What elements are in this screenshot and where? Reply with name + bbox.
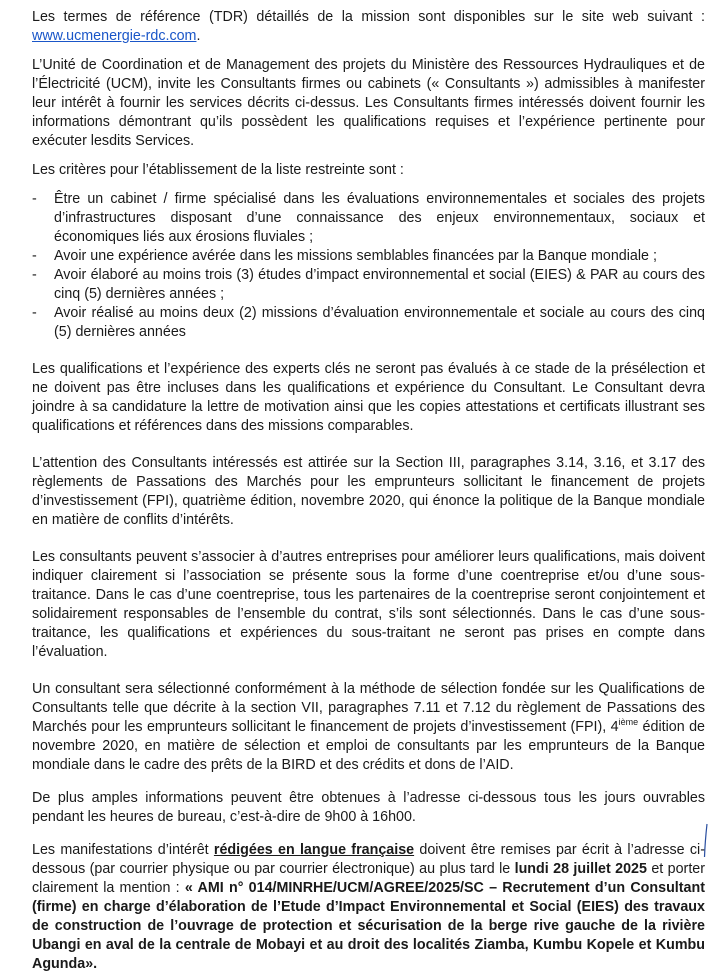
language-requirement: rédigées en langue française (213, 842, 415, 858)
criteria-item (32, 247, 705, 266)
ami-mention: « AMI n° 014/MINRHE/UCM/AGREE/2025/SC – Recrutement d’un Consultant (firme) en charge d’élaboration de l’Etude d’Impact Environnemental et Social (EIES) des travaux de construction de l’ouvrage de protection et sécurisation de la berge rive gauche de la rivière Ubangi en aval de la centrale de Mobayi et au droit des localités Ziamba, Kumbu Kopele et Kumbu Agunda». (32, 880, 705, 972)
submission-text-c: et porter clairement la mention : (32, 861, 705, 896)
criteria-item (32, 304, 705, 342)
information-paragraph: De plus amples informations peuvent être obtenues à l’adresse ci-dessous tous les jours ouvrables pendant les heures de bureau, c’est-à-dire de 9h00 à 16h00. (32, 790, 705, 825)
submission-paragraph (32, 841, 705, 974)
selection-end: édition de novembre 2020, en matière de sélection et emploi de consultants par les emprunteurs de la Banque mondiale dans le cadre des prêts de la BIRD et des crédits et dons de l’AID. (32, 719, 705, 773)
bullet-dash: - (32, 248, 37, 264)
edition-superscript: ième (618, 717, 639, 728)
bullet-dash: - (32, 305, 37, 321)
criteria-item-text: Avoir une expérience avérée dans les missions semblables financées par la Banque mondiale ; (54, 248, 657, 264)
conflict-of-interest-paragraph: L’attention des Consultants intéressés est attirée sur la Section III, paragraphes 3.14, 3.16, et 3.17 des règlements de Passations des Marchés pour les emprunteurs sollicitant le financement de projets d’investissement (FPI), quatrième édition, novembre 2020, qui énonce la politique de la Banque mondiale en matière de conflits d’intérêts. (32, 455, 705, 528)
deadline-date: lundi 28 juillet 2025 (514, 861, 647, 877)
criteria-item-text: Avoir réalisé au moins deux (2) missions d’évaluation environnementale et sociale au cours des cinq (5) dernières années (54, 305, 705, 340)
tdr-text: Les termes de référence (TDR) détaillés de la mission sont disponibles sur le site web suivant : (32, 9, 705, 25)
selection-text: Un consultant sera sélectionné conformément à la méthode de sélection fondée sur les Qualifications de Consultants telle que décrite à la section VII, paragraphes 7.11 et 7.12 du règlement de Passations des Marchés pour les emprunteurs sollicitant le financement de projets d’investissement (FPI), 4 (32, 681, 705, 735)
selection-method-paragraph (32, 680, 705, 775)
tdr-end: . (196, 28, 201, 44)
criteria-item-text: Avoir élaboré au moins trois (3) études d’impact environnemental et social (EIES) & PAR au cours des cinq (5) dernières années ; (54, 267, 705, 302)
criteria-intro: Les critères pour l’établissement de la liste restreinte sont : (32, 162, 404, 178)
ucm-website-link[interactable]: www.ucmenergie-rdc.com (32, 28, 197, 44)
criteria-item-text: Être un cabinet / firme spécialisé dans les évaluations environnementales et sociales des projets d’infrastructures disposant d’une connaissance des enjeux environnementaux, sociaux et économiques liés aux érosions fluviales ; (54, 191, 705, 245)
association-paragraph: Les consultants peuvent s’associer à d’autres entreprises pour améliorer leurs qualifications, mais doivent indiquer clairement si l’association se présente sous la forme d’une coentreprise et/ou d’une sous-traitance. Dans le cas d’une coentreprise, tous les partenaires de la coentreprise seront conjointement et solidairement responsables de l’ensemble du contrat, s’ils sont sélectionnés. Dans le cas d’une sous-traitance, les qualifications et expériences du sous-traitant ne seront pas prises en compte dans l’évaluation. (32, 549, 705, 660)
bullet-dash: - (32, 267, 37, 283)
submission-text-a: Les manifestations d’intérêt (32, 842, 214, 858)
criteria-list (32, 190, 705, 342)
submission-text-b: doivent être remises par écrit à l’adresse ci-dessous (par courrier physique ou par courrier électronique) au plus tard le (32, 842, 705, 877)
ucm-invitation-paragraph: L’Unité de Coordination et de Management des projets du Ministère des Ressources Hydrauliques et de l’Électricité (UCM), invite les Consultants firmes ou cabinets (« Consultants ») admissibles à manifester leur intérêt à fournir les services décrits ci-dessus. Les Consultants firmes intéressés doivent fournir les informations démontrant qu’ils possèdent les qualifications requises et l’expérience pertinente pour exécuter lesdits Services. (32, 57, 705, 149)
bullet-dash: - (32, 191, 37, 207)
criteria-item (32, 190, 705, 247)
criteria-item (32, 266, 705, 304)
margin-pen-mark-icon (703, 823, 709, 859)
qualifications-paragraph: Les qualifications et l’expérience des experts clés ne seront pas évalués à ce stade de la présélection et ne doivent pas être incluses dans les qualifications et expérience du Consultant. Le Consultant devra joindre à sa candidature la lettre de motivation ainsi que les copies attestations et certificats illustrant ses qualifications et références dans des missions comparables. (32, 361, 705, 434)
tdr-paragraph (32, 8, 705, 46)
